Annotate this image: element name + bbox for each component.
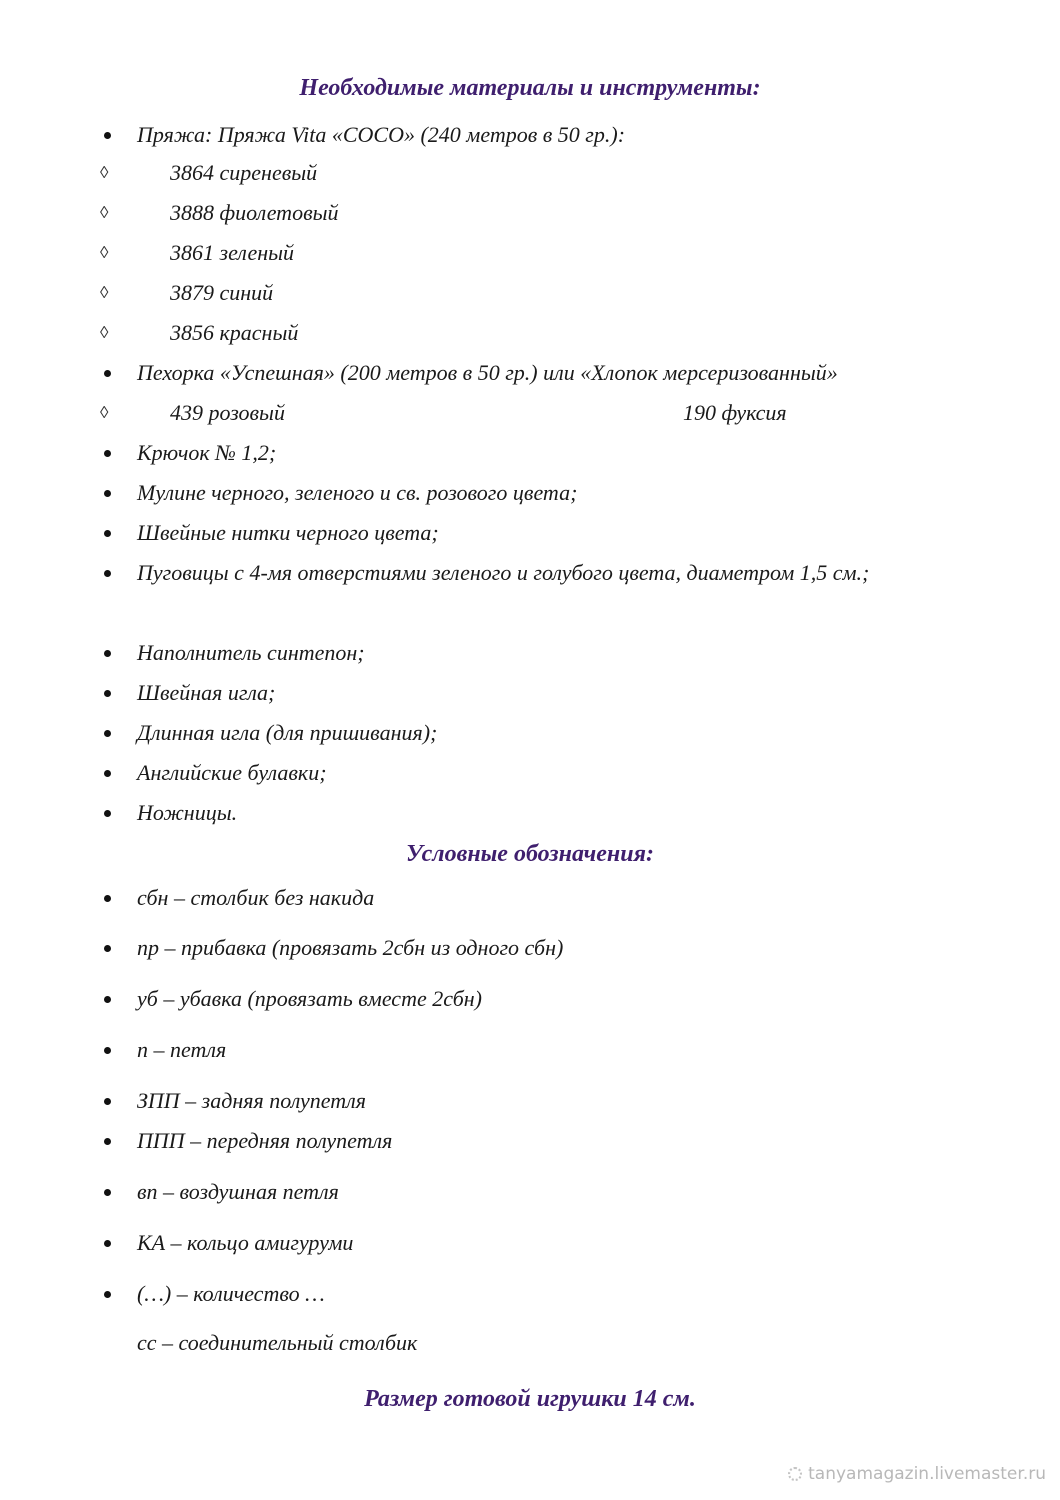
bullet-icon xyxy=(104,996,111,1003)
bullet-icon xyxy=(104,770,111,777)
diamond-bullet-icon: ◊ xyxy=(100,163,109,182)
bullet-icon xyxy=(104,530,111,537)
materials-heading: Необходимые материалы и инструменты: xyxy=(299,75,761,101)
bullet-icon xyxy=(104,1098,111,1105)
list-item-text: 3856 красный xyxy=(170,320,299,345)
diamond-bullet-icon: ◊ xyxy=(100,323,109,342)
list-item-text: Мулине черного, зеленого и св. розового цвета; xyxy=(137,480,578,505)
legend-item-text: вп – воздушная петля xyxy=(137,1179,339,1204)
legend-item-text: ППП – передняя полупетля xyxy=(137,1128,393,1153)
bullet-icon xyxy=(104,650,111,657)
list-item-text: Английские булавки; xyxy=(137,760,327,785)
legend-item-text: ЗПП – задняя полупетля xyxy=(137,1088,366,1113)
watermark xyxy=(788,1464,1046,1484)
list-item-text: Наполнитель синтепон; xyxy=(137,640,365,665)
bullet-icon xyxy=(104,1047,111,1054)
list-item-text: Длинная игла (для пришивания); xyxy=(137,720,438,745)
bullet-icon xyxy=(104,810,111,817)
diamond-bullet-icon: ◊ xyxy=(100,203,109,222)
list-item-text: Пряжа: Пряжа Vita «COCO» (240 метров в 50 гр.): xyxy=(137,122,626,147)
list-item-text: Пуговицы с 4-мя отверстиями зеленого и голубого цвета, диаметром 1,5 см.; xyxy=(137,560,870,585)
legend-item-text: сбн – столбик без накида xyxy=(137,885,375,910)
list-item-text: 439 розовый xyxy=(170,400,285,425)
bullet-icon xyxy=(104,490,111,497)
list-item-text: Крючок № 1,2; xyxy=(137,440,277,465)
bullet-icon xyxy=(104,570,111,577)
list-item-text: 190 фуксия xyxy=(683,400,787,425)
bullet-icon xyxy=(104,895,111,902)
bullet-icon xyxy=(104,370,111,377)
bullet-icon xyxy=(104,132,111,139)
list-item-text: 3864 сиреневый xyxy=(170,160,318,185)
bullet-icon xyxy=(104,450,111,457)
diamond-bullet-icon: ◊ xyxy=(100,243,109,262)
diamond-bullet-icon: ◊ xyxy=(100,403,109,422)
watermark-text: tanyamagazin.livemaster.ru xyxy=(808,1464,1046,1484)
list-item-text: Швейная игла; xyxy=(137,680,276,705)
list-item-text: Ножницы. xyxy=(137,800,238,825)
legend-item-text: уб – убавка (провязать вместе 2сбн) xyxy=(137,986,483,1011)
legend-item-text: сс – соединительный столбик xyxy=(137,1330,418,1355)
diamond-bullet-icon: ◊ xyxy=(100,283,109,302)
bullet-icon xyxy=(104,690,111,697)
size-note: Размер готовой игрушки 14 см. xyxy=(364,1386,696,1412)
legend-item-text: КА – кольцо амигуруми xyxy=(137,1230,354,1255)
legend-item-text: пр – прибавка (провязать 2сбн из одного сбн) xyxy=(137,935,564,960)
list-item-text: Пехорка «Успешная» (200 метров в 50 гр.) или «Хлопок мерсеризованный» xyxy=(137,360,838,385)
bullet-icon xyxy=(104,1240,111,1247)
list-item-text: 3861 зеленый xyxy=(170,240,295,265)
bullet-icon xyxy=(104,1138,111,1145)
list-item-text: 3879 синий xyxy=(170,280,274,305)
legend-heading: Условные обозначения: xyxy=(406,841,654,867)
livemaster-logo-icon xyxy=(788,1467,802,1481)
bullet-icon xyxy=(104,1291,111,1298)
legend-item-text: п – петля xyxy=(137,1037,227,1062)
list-item-text: 3888 фиолетовый xyxy=(170,200,339,225)
list-item-text: Швейные нитки черного цвета; xyxy=(137,520,439,545)
legend-item-text: (…) – количество … xyxy=(137,1281,325,1306)
bullet-icon xyxy=(104,1189,111,1196)
bullet-icon xyxy=(104,730,111,737)
bullet-icon xyxy=(104,945,111,952)
